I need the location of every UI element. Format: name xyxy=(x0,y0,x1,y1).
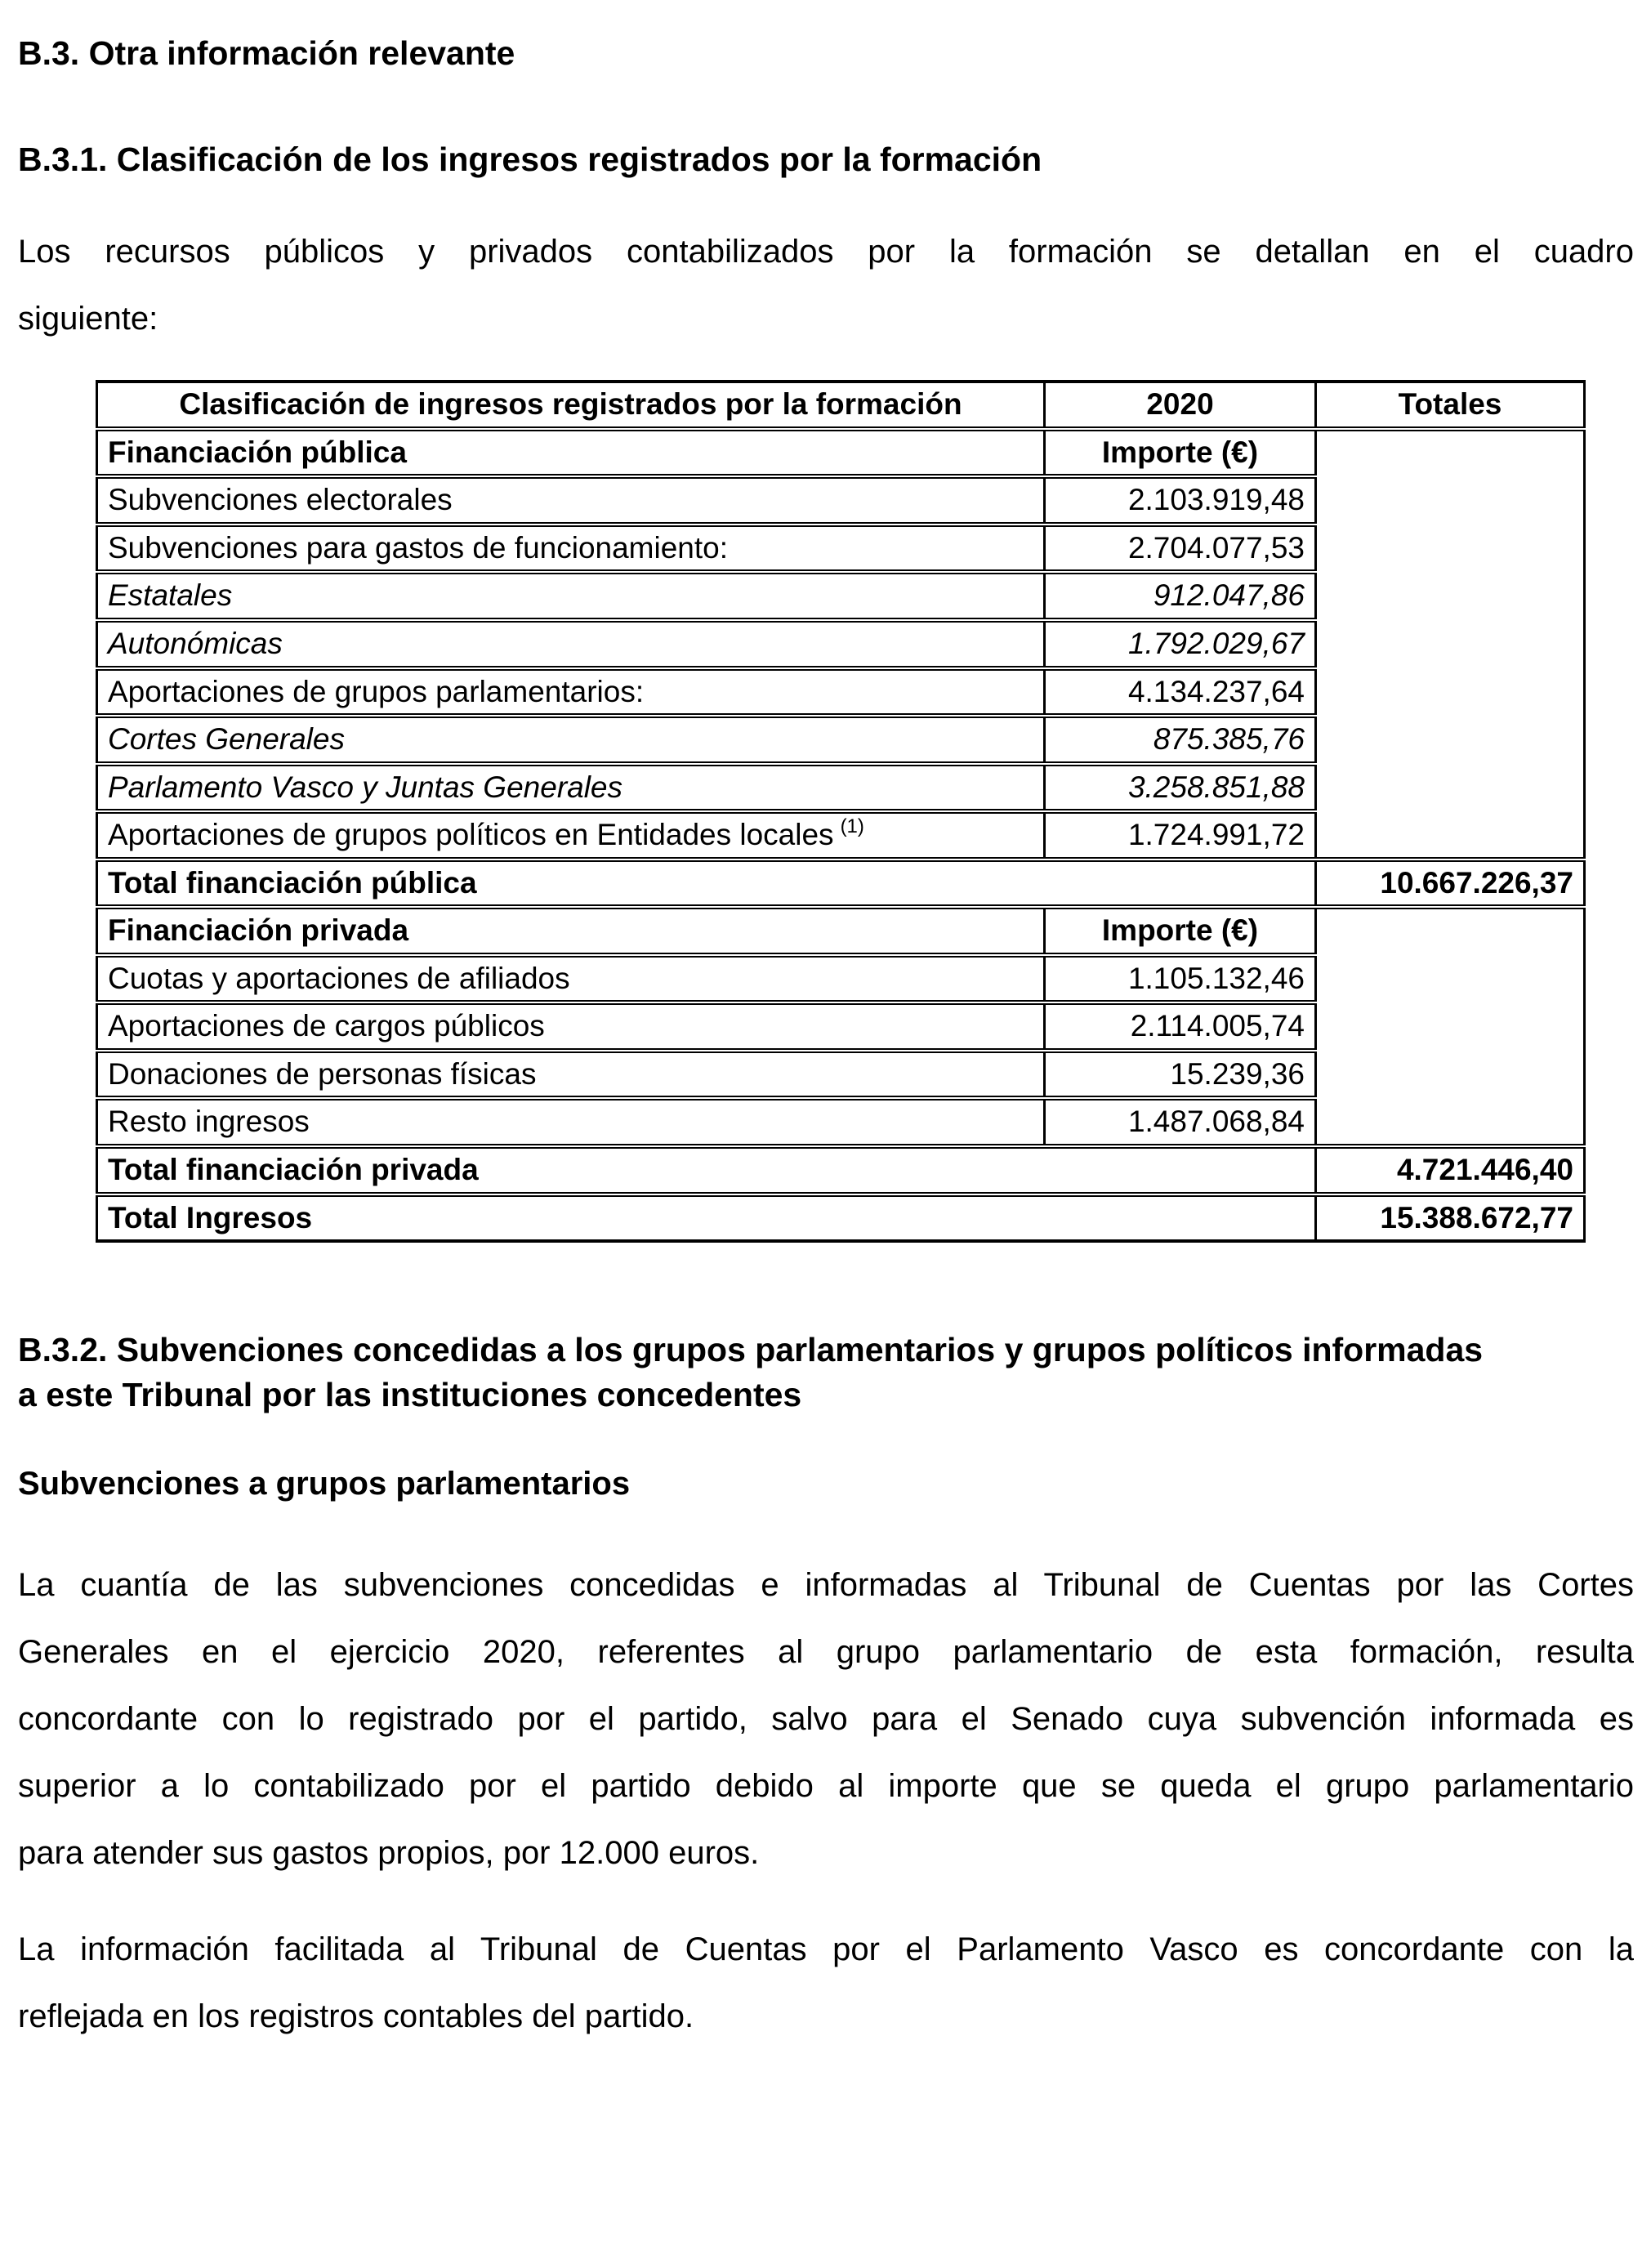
row-amount: 1.105.132,46 xyxy=(1045,955,1316,1003)
row-amount: 4.134.237,64 xyxy=(1045,668,1316,717)
section-label: Financiación pública xyxy=(97,429,1045,477)
amount-column-header: Importe (€) xyxy=(1045,429,1316,477)
column-header-2020: 2020 xyxy=(1045,382,1316,429)
total-label: Total financiación pública xyxy=(97,859,1316,908)
paragraph-line: Generales en el ejercicio 2020, referentes al grupo parlamentario de esta formación, resulta xyxy=(18,1634,1634,1670)
row-label: Aportaciones de cargos públicos xyxy=(97,1002,1045,1051)
row-label: Autonómicas xyxy=(97,620,1045,668)
amount-column-header: Importe (€) xyxy=(1045,907,1316,955)
row-amount: 15.239,36 xyxy=(1045,1051,1316,1099)
subheading-subvenciones-grupos: Subvenciones a grupos parlamentarios xyxy=(18,1466,631,1502)
heading-b31: B.3.1. Clasificación de los ingresos registrados por la formación xyxy=(18,141,1042,179)
paragraph-line: La cuantía de las subvenciones concedidas e informadas al Tribunal de Cuentas por las Cortes xyxy=(18,1567,1634,1603)
grand-total-row xyxy=(97,1194,1585,1242)
row-amount: 1.487.068,84 xyxy=(1045,1098,1316,1146)
row-label: Parlamento Vasco y Juntas Generales xyxy=(97,764,1045,812)
table-header-row xyxy=(97,382,1585,429)
total-label: Total financiación privada xyxy=(97,1146,1316,1194)
paragraph-line: reflejada en los registros contables del partido. xyxy=(18,1998,694,2034)
row-label: Resto ingresos xyxy=(97,1098,1045,1146)
row-label: Aportaciones de grupos parlamentarios: xyxy=(97,668,1045,717)
paragraph-cortes-generales xyxy=(18,1551,1634,1886)
row-amount: 912.047,86 xyxy=(1045,572,1316,620)
totales-merged-cell-public xyxy=(1316,429,1585,859)
paragraph-line: La información facilitada al Tribunal de Cuentas por el Parlamento Vasco es concordante con la xyxy=(18,1931,1634,1967)
row-amount: 2.704.077,53 xyxy=(1045,525,1316,573)
grand-total-label: Total Ingresos xyxy=(97,1194,1316,1242)
row-label: Cortes Generales xyxy=(97,716,1045,764)
row-amount: 3.258.851,88 xyxy=(1045,764,1316,812)
total-amount: 10.667.226,37 xyxy=(1316,859,1585,908)
total-row-private-financing xyxy=(97,1146,1585,1194)
row-amount: 1.792.029,67 xyxy=(1045,620,1316,668)
totales-merged-cell-private xyxy=(1316,907,1585,1146)
income-classification-table xyxy=(96,380,1586,1243)
section-label: Financiación privada xyxy=(97,907,1045,955)
footnote-marker: (1) xyxy=(840,815,864,838)
heading-b3: B.3. Otra información relevante xyxy=(18,34,515,72)
row-label: Subvenciones para gastos de funcionamiento: xyxy=(97,525,1045,573)
row-amount: 875.385,76 xyxy=(1045,716,1316,764)
total-amount: 4.721.446,40 xyxy=(1316,1146,1585,1194)
row-label: Subvenciones electorales xyxy=(97,476,1045,525)
total-row-public-financing xyxy=(97,859,1585,908)
paragraph-line: concordante con lo registrado por el partido, salvo para el Senado cuya subvención informada es xyxy=(18,1701,1634,1737)
paragraph-line: Los recursos públicos y privados contabilizados por la formación se detallan en el cuadro xyxy=(18,234,1634,270)
paragraph-line: superior a lo contabilizado por el partido debido al importe que se queda el grupo parlamentario xyxy=(18,1768,1634,1804)
row-amount: 1.724.991,72 xyxy=(1045,811,1316,859)
column-header-totales: Totales xyxy=(1316,382,1585,429)
row-amount: 2.114.005,74 xyxy=(1045,1002,1316,1051)
row-label: Donaciones de personas físicas xyxy=(97,1051,1045,1099)
row-amount: 2.103.919,48 xyxy=(1045,476,1316,525)
heading-line: a este Tribunal por las instituciones concedentes xyxy=(18,1376,802,1414)
row-label-text: Aportaciones de grupos políticos en Entidades locales xyxy=(108,818,834,852)
column-header-classification: Clasificación de ingresos registrados por la formación xyxy=(97,382,1045,429)
section-row-private-financing xyxy=(97,907,1585,955)
section-row-public-financing xyxy=(97,429,1585,477)
row-label: Estatales xyxy=(97,572,1045,620)
paragraph-line: para atender sus gastos propios, por 12.000 euros. xyxy=(18,1835,760,1871)
paragraph-parlamento-vasco xyxy=(18,1916,1634,2050)
row-label: Cuotas y aportaciones de afiliados xyxy=(97,955,1045,1003)
paragraph-line: siguiente: xyxy=(18,301,158,337)
intro-paragraph xyxy=(18,218,1634,352)
heading-b32 xyxy=(18,1328,1634,1418)
heading-line: B.3.2. Subvenciones concedidas a los grupos parlamentarios y grupos políticos informadas xyxy=(18,1331,1484,1369)
grand-total-amount: 15.388.672,77 xyxy=(1316,1194,1585,1242)
row-label xyxy=(97,811,1045,859)
